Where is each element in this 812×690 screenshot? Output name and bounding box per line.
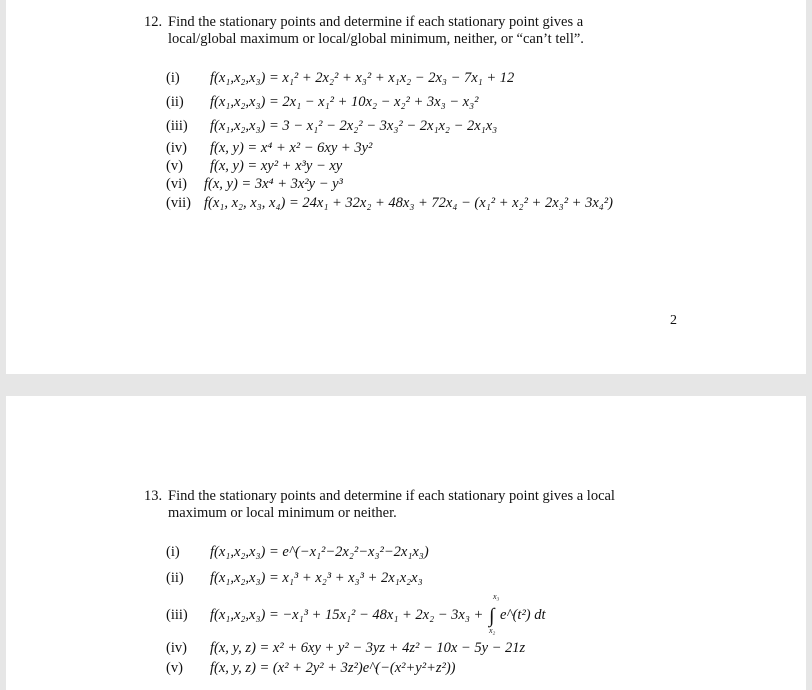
item-expression: f(x, y) = x⁴ + x² − 6xy + 3y² (210, 140, 373, 156)
item-label: (iv) (166, 640, 187, 656)
item-label: (iv) (166, 140, 187, 156)
integral-upper-limit: x₃ (492, 592, 500, 601)
item-expression: f(x, y) = 3x⁴ + 3x²y − y³ (204, 176, 343, 192)
item-label: (iii) (166, 607, 188, 623)
item-expression: f(x, y, z) = (x² + 2y² + 3z²)e^(−(x²+y²+z²)) (210, 660, 456, 676)
integral-lower-limit: x₂ (488, 626, 496, 635)
item-label: (vi) (166, 176, 187, 192)
integral-sign: x₃ ∫ x₂ (488, 592, 500, 635)
problem-12-item (166, 118, 497, 135)
problem-13-text-line-1: Find the stationary points and determine if each stationary point gives a local (168, 488, 615, 504)
problem-13-item (166, 570, 423, 587)
item-expression: f(x₁, x₂, x₃, x₄) = 24x₁ + 32x₂ + 48x₃ + 72x₄ − (x₁² + x₂² + 2x₃² + 3x₄²) (204, 195, 613, 211)
problem-13-heading (144, 488, 664, 522)
item-label: (vii) (166, 195, 191, 211)
item-expression: f(x₁,x₂,x₃) = e^(−x₁²−2x₂²−x₃²−2x₁x₃) (210, 544, 429, 560)
item-expression: f(x, y, z) = x² + 6xy + y² − 3yz + 4z² − 10x − 5y − 21z (210, 640, 526, 656)
problem-12-item (166, 94, 478, 111)
problem-12-heading (144, 14, 664, 48)
item-label: (i) (166, 544, 180, 560)
problem-13-item (166, 544, 429, 561)
integral-body: e^(t²) dt (500, 607, 546, 623)
item-expression: f(x₁,x₂,x₃) = 2x₁ − x₁² + 10x₂ − x₂² + 3x₃ − x₃² (210, 94, 479, 110)
problem-13-number: 13. (144, 488, 163, 504)
item-expression: f(x₁,x₂,x₃) = 3 − x₁² − 2x₂² − 3x₃² − 2x₁x₂ − 2x₁x₃ (210, 118, 498, 134)
item-label: (v) (166, 660, 183, 676)
problem-13-text-line-2: maximum or local minimum or neither. (168, 505, 397, 521)
item-label: (iii) (166, 118, 188, 134)
problem-12-item (166, 70, 514, 87)
item-expression: f(x₁,x₂,x₃) = x₁³ + x₂³ + x₃³ + 2x₁x₂x₃ (210, 570, 423, 586)
item-expression: f(x₁,x₂,x₃) = −x₁³ + 15x₁² − 48x₁ + 2x₂ − 3x₃ + (210, 607, 484, 623)
problem-12-text-line-2: local/global maximum or local/global minimum, neither, or “can’t tell”. (168, 31, 584, 47)
page-number: 2 (670, 313, 677, 328)
document-page-1 (6, 0, 806, 374)
problem-13-item (166, 592, 546, 635)
item-label: (ii) (166, 570, 184, 586)
item-expression: f(x, y) = xy² + x³y − xy (210, 158, 343, 174)
document-page-2 (6, 396, 806, 690)
problem-12-number: 12. (144, 14, 163, 30)
problem-12-item (166, 140, 372, 157)
item-label: (i) (166, 70, 180, 86)
item-label: (v) (166, 158, 183, 174)
problem-12-text-line-1: Find the stationary points and determine if each stationary point gives a (168, 14, 584, 30)
problem-12-item (166, 195, 613, 212)
problem-12-item (166, 176, 343, 193)
item-label: (ii) (166, 94, 184, 110)
item-expression: f(x₁,x₂,x₃) = x₁² + 2x₂² + x₃² + x₁x₂ − 2x₃ − 7x₁ + 12 (210, 70, 515, 86)
problem-13-item (166, 640, 525, 657)
problem-12-item (166, 158, 342, 175)
problem-13-item (166, 660, 456, 677)
